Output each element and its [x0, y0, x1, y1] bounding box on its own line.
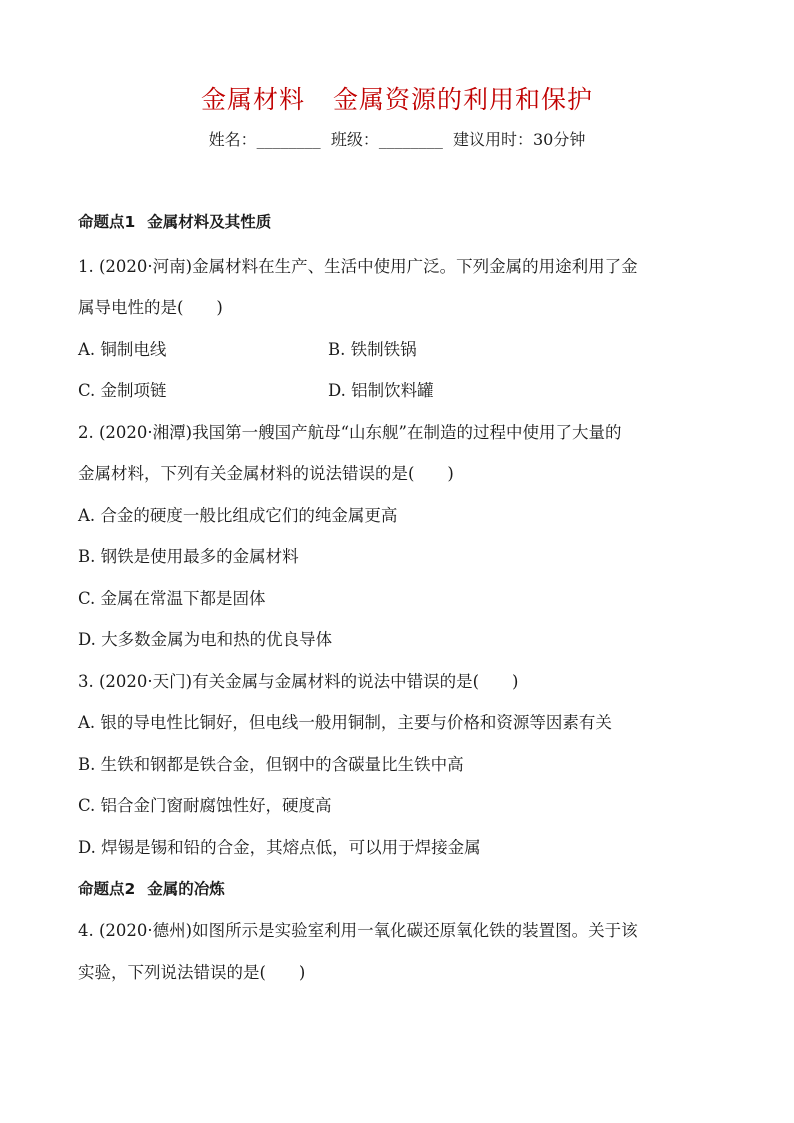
section-label: 命题点1	[78, 213, 136, 231]
q1-option-d: D. 铝制饮料罐	[328, 381, 434, 400]
title-part2: 金属资源的利用和保护	[333, 85, 594, 114]
q1-stem-line2: 属导电性的是( )	[78, 298, 223, 317]
q2-option-a: A. 合金的硬度一般比组成它们的纯金属更高	[78, 506, 398, 525]
q2-option-c: C. 金属在常温下都是固体	[78, 589, 266, 608]
q3-option-b: B. 生铁和钢都是铁合金，但钢中的含碳量比生铁中高	[78, 755, 464, 774]
q2-stem-line1: 2. (2020·湘潭)我国第一艘国产航母“山东舰”在制造的过程中使用了大量的	[78, 423, 622, 442]
q1-option-b: B. 铁制铁锅	[328, 340, 417, 359]
q2-option-d: D. 大多数金属为电和热的优良导体	[78, 630, 333, 649]
q1-option-c: C. 金制项链	[78, 381, 167, 400]
q4-stem-line1: 4. (2020·德州)如图所示是实验室利用一氧化碳还原氧化铁的装置图。关于该	[78, 921, 638, 940]
q2-stem-line2: 金属材料，下列有关金属材料的说法错误的是( )	[78, 464, 454, 483]
q2-option-b: B. 钢铁是使用最多的金属材料	[78, 547, 299, 566]
title-part1: 金属材料	[200, 85, 305, 114]
section-title: 金属材料及其性质	[147, 213, 272, 231]
page-title	[0, 80, 794, 116]
q1-option-a: A. 铜制电线	[78, 340, 167, 359]
q1-stem-line1: 1. (2020·河南)金属材料在生产、生活中使用广泛。下列金属的用途利用了金	[78, 257, 638, 276]
section-title: 金属的冶炼	[147, 880, 225, 898]
section-heading-1	[78, 210, 271, 232]
q3-option-a: A. 银的导电性比铜好，但电线一般用铜制，主要与价格和资源等因素有关	[78, 713, 612, 732]
section-label: 命题点2	[78, 880, 136, 898]
student-info-line: 姓名：________ 班级：________ 建议用时：30分钟	[208, 130, 586, 149]
q3-stem-line1: 3. (2020·天门)有关金属与金属材料的说法中错误的是( )	[78, 672, 519, 691]
q3-option-d: D. 焊锡是锡和铅的合金，其熔点低，可以用于焊接金属	[78, 838, 481, 857]
q4-stem-line2: 实验，下列说法错误的是( )	[78, 963, 306, 982]
q3-option-c: C. 铝合金门窗耐腐蚀性好，硬度高	[78, 796, 332, 815]
section-heading-2	[78, 877, 225, 899]
